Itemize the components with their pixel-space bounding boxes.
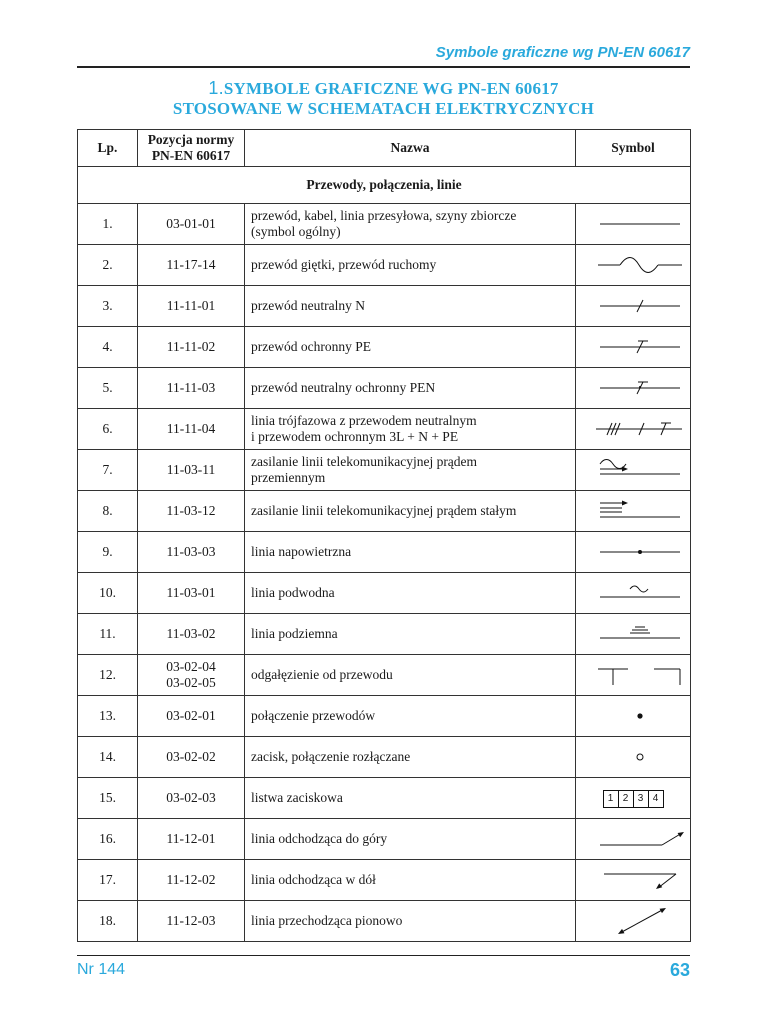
name-cell [245,368,576,409]
lp-cell: 14. [78,737,138,778]
footer-rule [77,955,690,956]
three-phase-line-symbol [582,411,697,447]
symbol-cell [576,819,691,860]
lp-cell: 6. [78,409,138,450]
page-number: 63 [669,960,690,980]
name-cell [245,860,576,901]
position-cell [138,491,245,532]
symbol-cell [576,245,691,286]
table-row [78,819,691,860]
position-cell [138,819,245,860]
title-number: 1. [208,78,224,98]
symbol-cell [576,409,691,450]
position-code: 11-12-03 [166,913,216,928]
table-row [78,327,691,368]
position-cell [138,532,245,573]
position-cell [138,737,245,778]
terminal-strip-symbol [603,790,664,808]
table-row [78,901,691,942]
line-general-symbol [582,206,697,242]
table-row [78,778,691,819]
name-line-1: zacisk, połączenie rozłączane [251,749,411,764]
section-title: Przewody, połączenia, linie [78,167,691,204]
name-line-1: linia odchodząca do góry [251,831,388,846]
position-cell [138,778,245,819]
position-code: 11-12-02 [166,872,216,887]
name-line-2: przemiennym [251,470,326,485]
position-code: 11-17-14 [166,257,216,272]
symbol-cell [576,696,691,737]
name-line-1: połączenie przewodów [251,708,376,723]
name-line-1: linia podziemna [251,626,338,641]
header-rule [77,66,690,68]
lp-cell: 8. [78,491,138,532]
name-line-1: linia odchodząca w dół [251,872,376,887]
name-line-1: przewód giętki, przewód ruchomy [251,257,437,272]
lp-cell: 16. [78,819,138,860]
line-going-up-symbol [582,821,697,857]
table-row [78,573,691,614]
symbol-cell [576,778,691,819]
lp-cell: 18. [78,901,138,942]
position-code: 11-03-11 [166,462,216,477]
col-header-position-line2: PN-EN 60617 [151,148,231,163]
table-row [78,491,691,532]
position-code: 11-11-04 [166,421,216,436]
symbol-cell [576,860,691,901]
symbol-cell [576,286,691,327]
title-line-2: STOSOWANE W SCHEMATACH ELEKTRYCZNYCH [172,99,595,118]
table-row [78,286,691,327]
name-cell [245,245,576,286]
symbol-cell [576,368,691,409]
lp-cell: 13. [78,696,138,737]
section-row [78,167,691,204]
name-cell [245,655,576,696]
position-code: 11-11-01 [166,298,216,313]
pen-conductor-symbol [582,370,697,406]
terminal-strip-cell: 3 [633,791,648,807]
name-cell [245,778,576,819]
line-passing-vertically-symbol [582,903,697,939]
col-header-symbol: Symbol [576,130,691,167]
lp-cell: 7. [78,450,138,491]
underwater-line-symbol [582,575,697,611]
name-cell [245,696,576,737]
table-row [78,368,691,409]
dc-telecom-supply-symbol [582,493,697,529]
position-cell [138,450,245,491]
name-cell [245,573,576,614]
name-cell [245,450,576,491]
symbol-cell [576,573,691,614]
lp-cell: 3. [78,286,138,327]
neutral-conductor-symbol [582,288,697,324]
table-row [78,614,691,655]
symbols-table [77,129,691,942]
issue-number: Nr 144 [77,961,126,978]
name-cell [245,532,576,573]
name-line-1: listwa zaciskowa [251,790,343,805]
name-line-1: linia napowietrzna [251,544,352,559]
position-code: 11-11-02 [166,339,216,354]
name-line-1: zasilanie linii telekomunikacyjnej prądem [251,454,478,469]
page-title [77,78,690,119]
position-code: 11-03-02 [166,626,216,641]
position-code: 11-03-01 [166,585,216,600]
position-code-2: 03-02-05 [166,675,216,690]
position-cell [138,286,245,327]
lp-cell: 17. [78,860,138,901]
name-line-1: linia przechodząca pionowo [251,913,403,928]
name-cell [245,614,576,655]
name-cell [245,819,576,860]
position-cell [138,327,245,368]
position-cell [138,655,245,696]
lp-cell: 1. [78,204,138,245]
name-line-1: przewód neutralny N [251,298,365,313]
terminal-strip-cell: 4 [648,791,663,807]
symbol-cell [576,532,691,573]
symbol-cell [576,901,691,942]
symbol-cell [576,737,691,778]
symbol-cell [576,327,691,368]
table-row [78,696,691,737]
lp-cell: 4. [78,327,138,368]
table-row [78,737,691,778]
flexible-conductor-symbol [582,247,697,283]
name-cell [245,491,576,532]
name-line-1: linia podwodna [251,585,335,600]
col-header-position [138,130,245,167]
col-header-lp: Lp. [78,130,138,167]
name-cell [245,409,576,450]
name-line-1: przewód, kabel, linia przesyłowa, szyny zbiorcze [251,208,517,223]
position-cell [138,409,245,450]
lp-cell: 15. [78,778,138,819]
table-header-row [78,130,691,167]
underground-line-symbol [582,616,697,652]
table-row [78,860,691,901]
symbol-cell [576,204,691,245]
line-going-down-symbol [582,862,697,898]
protective-conductor-symbol [582,329,697,365]
lp-cell: 2. [78,245,138,286]
symbol-cell [576,491,691,532]
position-code: 11-03-12 [166,503,216,518]
terminal-strip-cell: 1 [607,792,614,804]
position-code: 03-02-02 [166,749,216,764]
position-code: 11-11-03 [166,380,216,395]
terminal-strip-cell: 2 [618,791,633,807]
position-code: 11-03-03 [166,544,216,559]
col-header-position-line1: Pozycja normy [147,132,235,147]
title-text-1: SYMBOLE GRAFICZNE WG PN-EN 60617 [223,79,559,98]
position-cell [138,368,245,409]
name-line-1: przewód ochronny PE [251,339,371,354]
position-code: 11-12-01 [166,831,216,846]
name-line-1: zasilanie linii telekomunikacyjnej prądem stałym [251,503,517,518]
name-line-2: i przewodem ochronnym 3L + N + PE [251,429,459,444]
name-cell [245,737,576,778]
name-cell [245,286,576,327]
name-cell [245,327,576,368]
position-cell [138,901,245,942]
lp-cell: 12. [78,655,138,696]
position-code: 03-01-01 [166,216,216,231]
lp-cell: 11. [78,614,138,655]
lp-cell: 5. [78,368,138,409]
table-row [78,450,691,491]
position-code: 03-02-03 [166,790,216,805]
position-cell [138,696,245,737]
branch-junction-symbol [582,657,697,693]
title-line-1 [77,78,690,99]
position-code: 03-02-01 [166,708,216,723]
symbol-cell [576,655,691,696]
table-row [78,204,691,245]
position-cell [138,614,245,655]
table-row [78,532,691,573]
name-line-1: odgałęzienie od przewodu [251,667,393,682]
name-cell [245,204,576,245]
table-row [78,245,691,286]
position-cell [138,860,245,901]
table-row [78,409,691,450]
name-line-2: (symbol ogólny) [251,224,341,239]
running-title: Symbole graficzne wg PN-EN 60617 [435,44,690,61]
name-cell [245,901,576,942]
name-line-1: linia trójfazowa z przewodem neutralnym [251,413,477,428]
name-line-1: przewód neutralny ochronny PEN [251,380,436,395]
position-cell [138,245,245,286]
ac-telecom-supply-symbol [582,452,697,488]
col-header-name: Nazwa [245,130,576,167]
connection-dot-symbol [582,698,697,734]
lp-cell: 9. [78,532,138,573]
lp-cell: 10. [78,573,138,614]
position-cell [138,573,245,614]
position-cell [138,204,245,245]
symbol-cell [576,450,691,491]
table-row [78,655,691,696]
position-code: 03-02-04 [166,659,216,674]
symbol-cell [576,614,691,655]
terminal-symbol [582,739,697,775]
overhead-line-symbol [582,534,697,570]
